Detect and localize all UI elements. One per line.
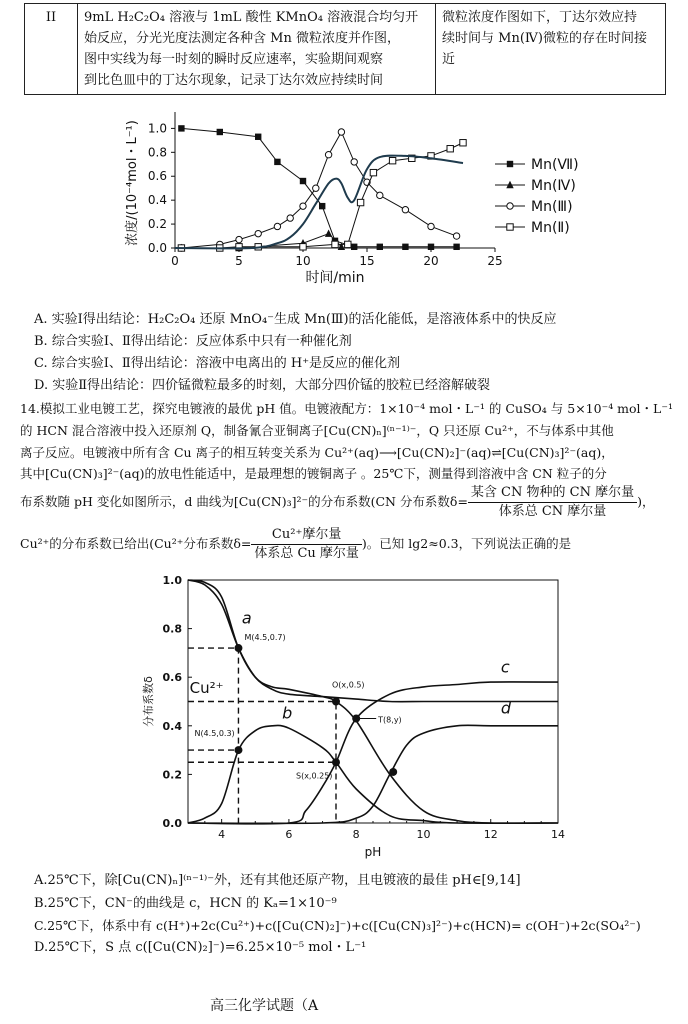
q13-option-a: A. 实验Ⅰ得出结论：H₂C₂O₄ 还原 MnO₄⁻生成 Mn(Ⅲ)的活化能低，是溶液体系中的快反应 [34, 312, 557, 327]
data-point-open-square [332, 241, 338, 247]
x-tick-label: 10 [295, 254, 311, 268]
legend-label: Mn(Ⅱ) [531, 220, 570, 236]
x-tick-label: 4 [218, 828, 226, 841]
cu-fraction [251, 526, 362, 563]
data-point-square [178, 125, 184, 131]
x-axis-label: 时间/min [305, 270, 365, 286]
x-tick-label: 15 [359, 254, 375, 268]
y-tick-label: 0.0 [147, 241, 167, 255]
y-tick-label: 0.6 [162, 671, 182, 685]
q14-stem-line5 [20, 484, 655, 521]
cn-fraction [468, 484, 637, 521]
data-point-circle [300, 203, 306, 209]
q13-option-b: B. 综合实验Ⅰ、Ⅱ得出结论：反应体系中只有一种催化剂 [34, 334, 352, 349]
data-point-square [274, 159, 280, 165]
data-point-circle [325, 152, 331, 158]
data-point-circle [428, 223, 434, 229]
x-tick-label: 6 [285, 828, 293, 841]
y-tick-label: 0.0 [162, 817, 182, 830]
data-point-square [319, 203, 325, 209]
q14-stem-line: 其中[Cu(CN)₃]²⁻(aq)的放电性能适中，是最理想的镀铜离子 。25℃下，测量得到溶液中含 CN 粒子的分 [20, 466, 607, 481]
data-point-circle [313, 185, 319, 191]
curve-d [188, 725, 558, 823]
y-tick-label: 0.4 [162, 719, 182, 733]
data-point-circle [377, 192, 383, 198]
data-point-square [351, 244, 357, 250]
x-tick-label: 12 [483, 828, 498, 841]
q14-line6-pre: Cu²⁺的分布系数已给出(Cu²⁺分布系数δ= [20, 536, 252, 551]
point-label-N: N(4.5,0.3) [194, 729, 235, 739]
legend-label: Mn(Ⅲ) [531, 199, 573, 215]
mn-concentration-chart [120, 100, 579, 305]
q14-line5-post: )， [637, 494, 655, 509]
q14-option-c: C.25℃下，体系中有 c(H⁺)+2c(Cu²⁺)+c([Cu(CN)₂]⁻)+c([Cu(CN)₃]²⁻)+c(HCN)= c(OH⁻)+2c(SO₄²⁻) [34, 918, 641, 933]
key-point [234, 644, 242, 652]
x-tick-label: 0 [171, 254, 179, 268]
table-method-line: 到比色皿中的丁达尔现象，记录丁达尔效应持续时间 [84, 73, 384, 88]
point-label-T: T(8,y) [378, 715, 402, 725]
q14-line5-pre: 布系数随 pH 变化如图所示，d 曲线为[Cu(CN)₃]²⁻的分布系数(CN 分布系数δ= [20, 494, 468, 509]
data-point-open-square [300, 244, 306, 250]
q14-stem-line6 [20, 526, 571, 563]
q14-stem-line: 离子反应。电镀液中所有含 Cu 离子的相互转变关系为 Cu²⁺(aq)⟶[Cu(CN)₂]⁻(aq)⇌[Cu(CN)₃]²⁻(aq)， [20, 445, 614, 460]
cu-fraction-den: 体系总 Cu 摩尔量 [254, 546, 359, 561]
x-tick-label: 25 [487, 254, 503, 268]
point-label-M: M(4.5,0.7) [244, 633, 286, 643]
key-point [234, 746, 242, 754]
y-tick-label: 0.2 [147, 217, 167, 232]
y-tick-label: 0.4 [147, 193, 167, 208]
table-observation [436, 4, 666, 95]
data-point-circle [338, 129, 344, 135]
y-tick-label: 0.8 [162, 622, 182, 636]
table-observation-line: 微粒浓度作图如下，丁达尔效应持 [442, 10, 638, 25]
data-point-open-square [460, 140, 466, 146]
data-point-square [300, 178, 306, 184]
x-tick-label: 10 [416, 828, 431, 841]
data-point-square [377, 244, 383, 250]
q14-line6-post: )。已知 lg2≈0.3，下列说法正确的是 [361, 536, 572, 551]
cn-fraction-den: 体系总 CN 摩尔量 [498, 504, 607, 519]
legend-label: Mn(Ⅳ) [531, 178, 576, 194]
y-tick-label: 1.0 [162, 574, 182, 587]
key-point [332, 758, 340, 766]
curve-label-b: b [282, 703, 293, 723]
data-point-circle [351, 159, 357, 165]
y-tick-label: 0.6 [147, 169, 167, 184]
data-point-circle [453, 233, 459, 239]
table-method [78, 4, 436, 95]
data-point-open-square [370, 169, 376, 175]
data-point-circle [274, 223, 280, 229]
experiment-table [24, 3, 666, 95]
x-tick-label: 8 [352, 828, 360, 841]
q13-option-c: C. 综合实验Ⅰ、Ⅱ得出结论：溶液中电离出的 H⁺是反应的催化剂 [34, 356, 401, 371]
table-method-line: 9mL H₂C₂O₄ 溶液与 1mL 酸性 KMnO₄ 溶液混合均匀开 [84, 10, 419, 25]
y-axis-label: 浓度/(10⁻⁴mol・L⁻¹) [125, 120, 140, 246]
curve-label-d: d [500, 698, 511, 718]
data-point-square [453, 244, 459, 250]
data-point-open-square [447, 146, 453, 152]
q14-option-a: A.25℃下，除[Cu(CN)ₙ]⁽ⁿ⁻¹⁾⁻外，还有其他还原产物，且电镀液的最佳 pH∈[9,14] [34, 873, 521, 888]
point-label-O: O(x,0.5) [332, 680, 365, 690]
data-point-circle [236, 236, 242, 242]
series-line-3 [181, 143, 463, 248]
y-tick-label: 1.0 [147, 121, 167, 136]
data-point-square [507, 161, 513, 167]
data-point-circle [287, 215, 293, 221]
table-observation-line: 续时间与 Mn(Ⅳ)微粒的存在时间接 [442, 31, 647, 46]
intersection-point [389, 768, 397, 776]
y-axis-label: 分布系数δ [142, 676, 155, 727]
curve-b [188, 725, 558, 823]
y-tick-label: 0.2 [162, 768, 182, 782]
data-point-open-square [507, 224, 513, 230]
data-point-open-square [345, 241, 351, 247]
x-tick-label: 5 [235, 254, 243, 268]
table-observation-line: 近 [442, 52, 456, 67]
table-method-line: 图中实线为每一时刻的瞬时反应速率，实验期间观察 [84, 52, 384, 67]
x-axis-label: pH [364, 845, 382, 859]
legend-label: Mn(Ⅶ) [531, 157, 579, 173]
data-point-square [402, 244, 408, 250]
data-point-square [428, 244, 434, 250]
y-tick-label: 0.8 [147, 145, 167, 160]
distribution-chart [130, 570, 570, 870]
x-tick-label: 20 [423, 254, 439, 268]
cu-fraction-num: Cu²⁺摩尔量 [251, 526, 362, 545]
key-point [332, 698, 340, 706]
q14-stem-line: 14.模拟工业电镀工艺，探究电镀液的最优 pH 值。电镀液配方：1×10⁻⁴ mol・L⁻¹ 的 CuSO₄ 与 5×10⁻⁴ mol・L⁻¹ [20, 401, 673, 416]
q14-option-d: D.25℃下，S 点 c([Cu(CN)₂]⁻)=6.25×10⁻⁵ mol・L⁻¹ [34, 940, 367, 955]
data-point-circle [255, 230, 261, 236]
data-point-open-square [389, 157, 395, 163]
cn-fraction-num: 某含 CN 物种的 CN 摩尔量 [468, 484, 637, 503]
x-tick-label: 14 [551, 828, 565, 841]
q13-option-d: D. 实验Ⅱ得出结论：四价锰微粒最多的时刻，大部分四价锰的胶粒已经溶解破裂 [34, 378, 491, 393]
curve-label-c: c [500, 657, 510, 677]
q14-option-b: B.25℃下，CN⁻的曲线是 c，HCN 的 Kₐ=1×10⁻⁹ [34, 896, 337, 911]
curve-label-a: a [241, 608, 252, 628]
table-roman: II [25, 4, 78, 95]
data-point-circle [507, 203, 513, 209]
q14-stem-line: 的 HCN 混合溶液中投入还原剂 Q，制备氰合亚铜离子[Cu(CN)ₙ]⁽ⁿ⁻¹⁾⁻，Q 只还原 Cu²⁺，不与体系中其他 [20, 423, 614, 438]
page-footer: 高三化学试题（A [210, 998, 319, 1014]
point-label-S: S(x,0.25) [296, 771, 333, 781]
data-point-square [255, 134, 261, 140]
data-point-open-square [357, 199, 363, 205]
curve-label-cu: Cu²⁺ [189, 678, 224, 697]
table-method-line: 始反应，分光光度法测定各种含 Mn 微粒浓度并作图， [84, 31, 400, 46]
data-point-square [217, 129, 223, 135]
data-point-circle [402, 207, 408, 213]
